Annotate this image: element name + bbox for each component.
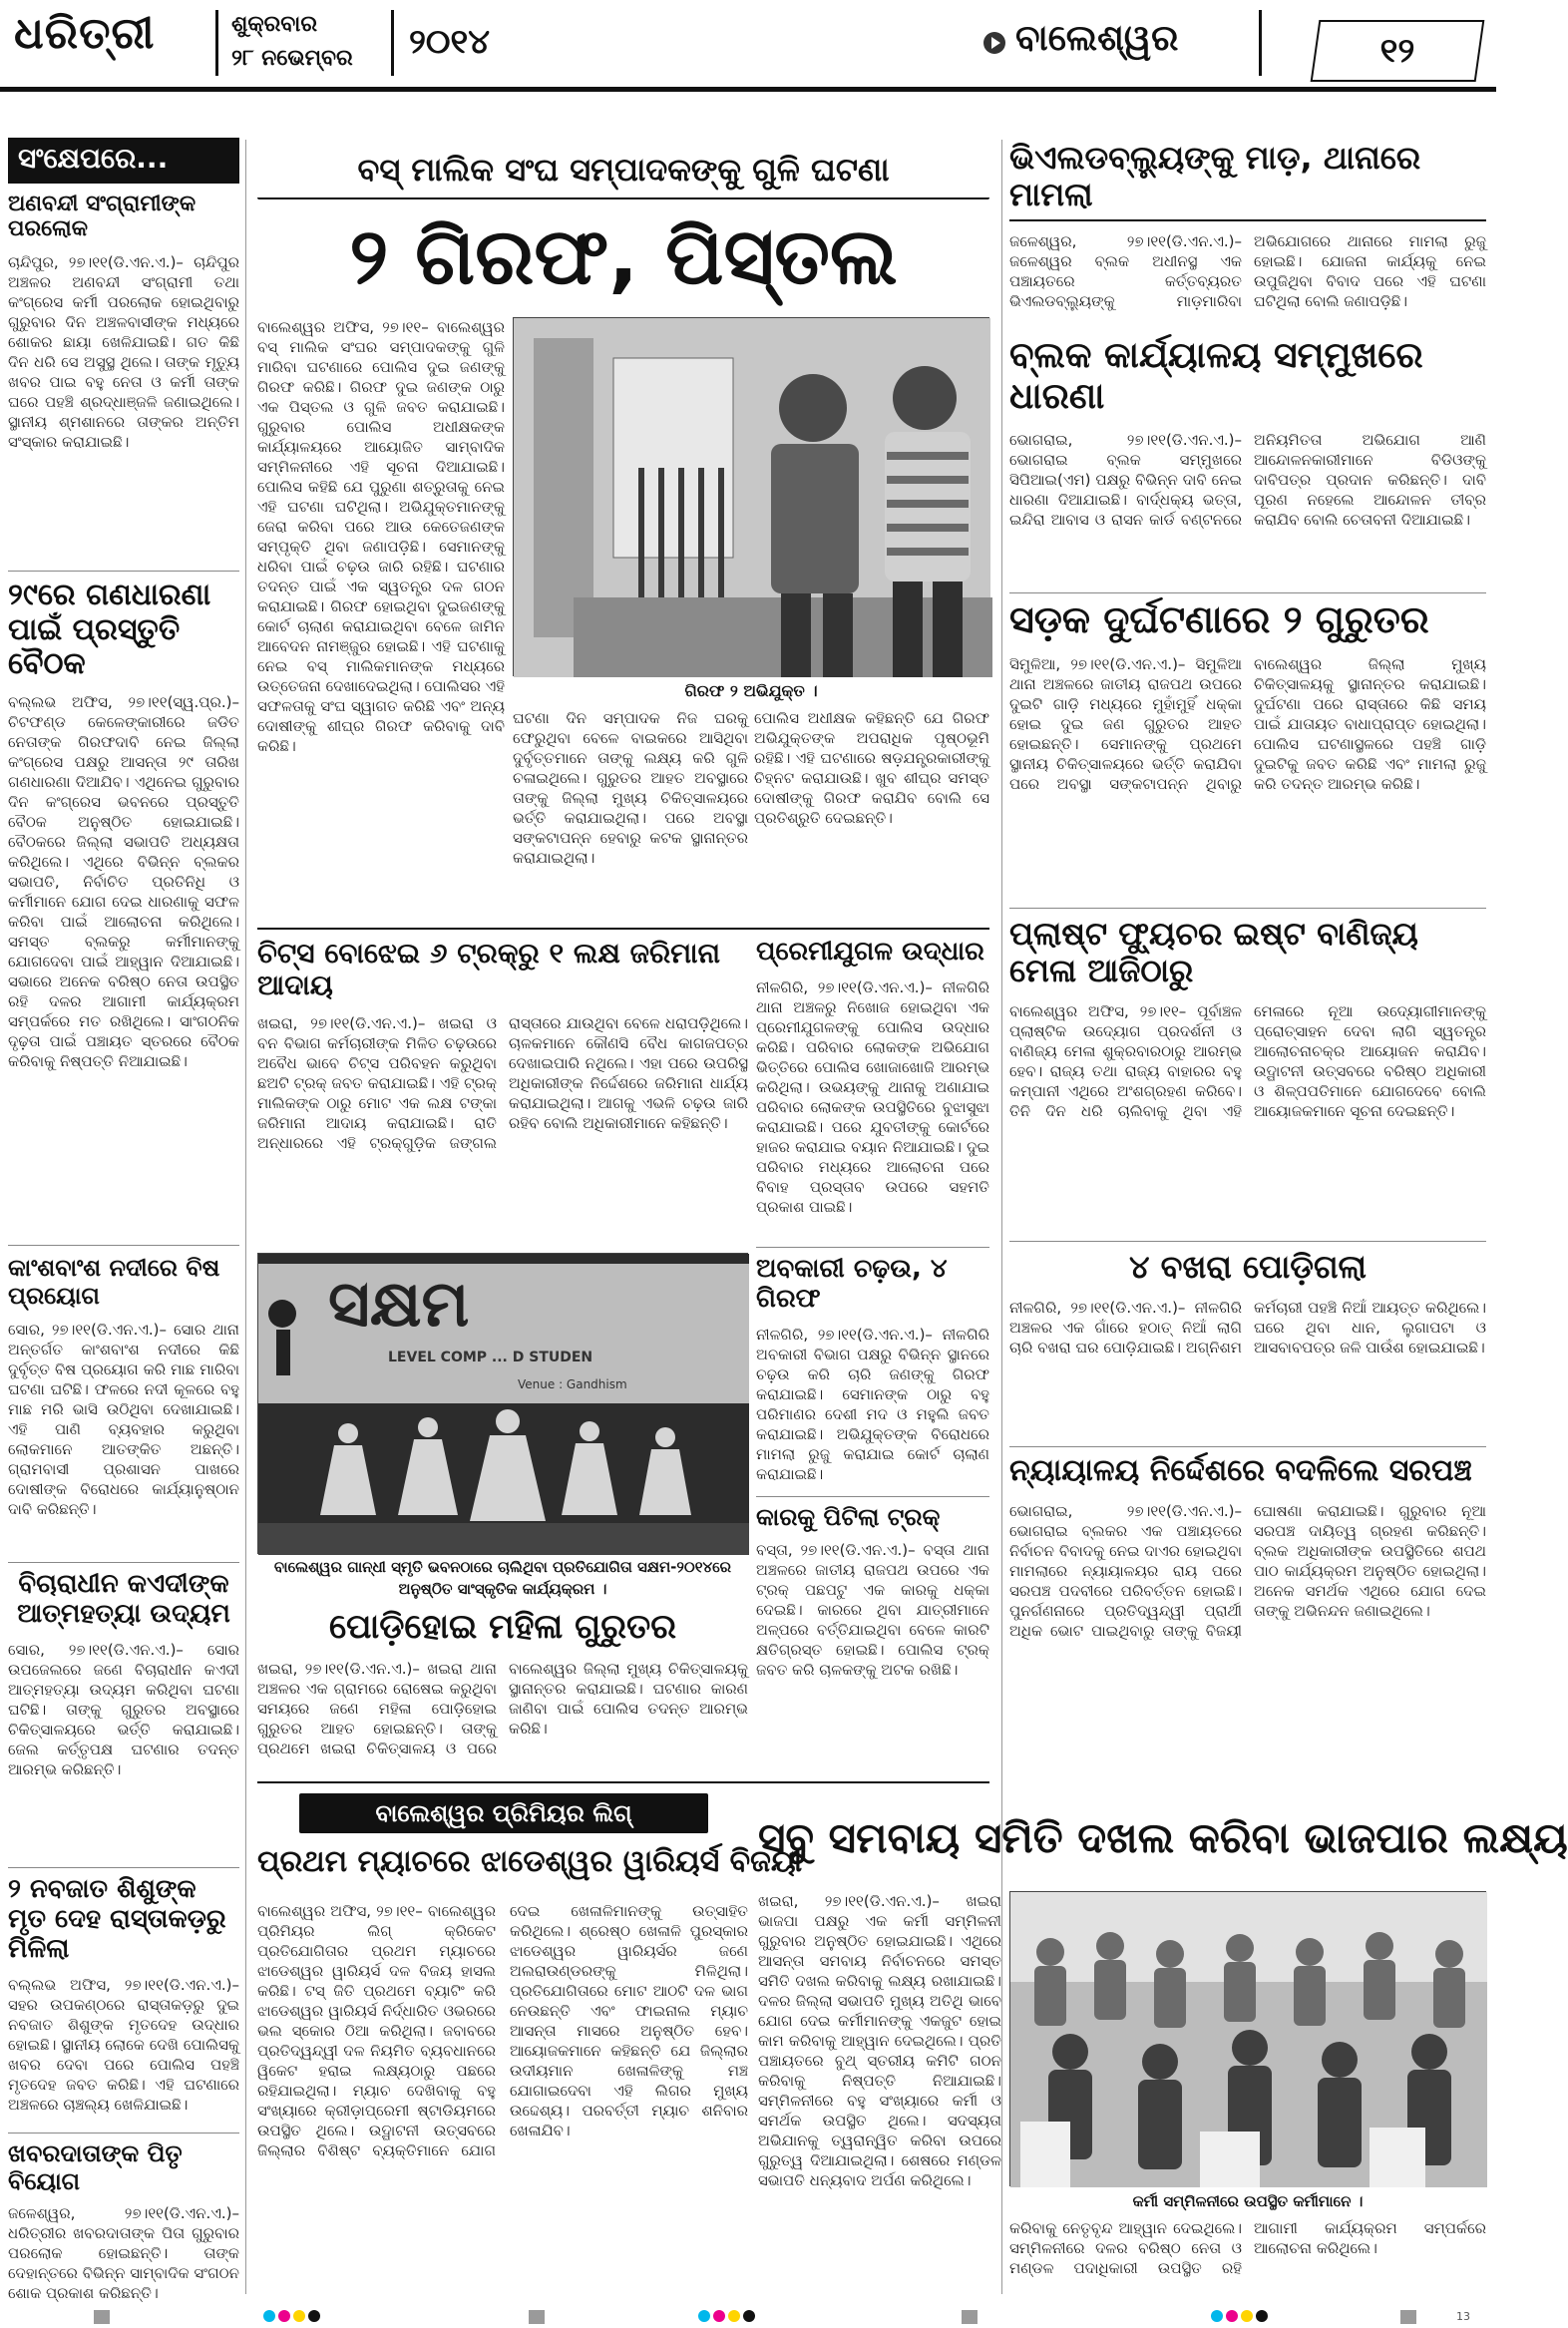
story-headline: ପୋଡ଼ିହୋଇ ମହିଳା ଗୁରୁତର [329, 1607, 676, 1647]
story-headline: ସଡ଼କ ଦୁର୍ଘଟଣାରେ ୨ ଗୁରୁତର [1009, 597, 1429, 641]
color-registration-dots [263, 2310, 320, 2324]
brief-story [8, 1255, 239, 1554]
issue-year: ୨୦୧୪ [409, 22, 491, 62]
story-headline: ୨୯ରେ ଗଣଧାରଣା ପାଇଁ ପ୍ରସ୍ତୁତି ବୈଠକ [8, 578, 211, 681]
story-headline: ଚିଟ୍ସ ବୋଝେଇ ୬ ଟ୍ରକ୍‌ରୁ ୧ ଲକ୍ଷ ଜରିମାନା ଆଦାୟ [257, 937, 721, 1002]
story-body: ବଲ୍ଲଭ ଅଫିସ, ୨୭।୧୧(ସ୍ୱ.ପ୍ର.)– ଚିଟଫଣ୍ଡ କେଳେଙ୍କାରୀରେ ଜଡିତ ନେତାଙ୍କ ଗିରଫଦାବି ନେଇ ଜିଲ୍ଲା କଂଗ୍ରେସ ପକ୍ଷରୁ ଆସନ୍ତା ୨୯ ତାରିଖ ଗଣଧାରଣା ଦିଆଯିବ। ଏଥିନେଇ ଗୁରୁବାର ଦିନ କଂଗ୍ରେସ ଭବନରେ ପ୍ରସ୍ତୁତି ବୈଠକ ଅନୁଷ୍ଠିତ ହୋଇଯାଇଛି। ବୈଠକରେ ଜିଲ୍ଲା ସଭାପତି ଅଧ୍ୟକ୍ଷତା କରିଥିଲେ। ଏଥିରେ ବିଭିନ୍ନ ବ୍ଲକର ସଭାପତି, ନିର୍ବାଚିତ ପ୍ରତିନିଧି ଓ କର୍ମୀମାନେ ଯୋଗ ଦେଇ ଧାରଣାକୁ ସଫଳ କରିବା ପାଇଁ ଆଲୋଚନା କରିଥିଲେ। ସମସ୍ତ ବ୍ଲକରୁ କର୍ମୀମାନଙ୍କୁ ଯୋଗଦେବା ପାଇଁ ଆହ୍ୱାନ ଦିଆଯାଇଛି। ସଭାରେ ଅନେକ ବରିଷ୍ଠ ନେତା ଉପସ୍ଥିତ ରହି ଦଳର ଆଗାମୀ କାର୍ଯ୍ୟକ୍ରମ ସମ୍ପର୍କରେ ମତ ରଖିଥିଲେ। ସାଂଗଠନିକ ଦୃଢ଼ତା ପାଇଁ ପଞ୍ଚାୟତ ସ୍ତରରେ ବୈଠକ କରିବାକୁ ନିଷ୍ପତ୍ତି ନିଆଯାଇଛି। [8, 692, 239, 1070]
story-headline: ବିଚାରାଧୀନ କଏଦୀଙ୍କ ଆତ୍ମହତ୍ୟା ଉଦ୍ୟମ [17, 1569, 230, 1629]
banner-subtitle: LEVEL COMP ... D STUDEN [388, 1350, 593, 1365]
story-headline: ୪ ବଖରା ପୋଡ଼ିଗଲା [1129, 1248, 1367, 1286]
play-bullet-icon [983, 32, 1005, 54]
news-story [1009, 1249, 1486, 1438]
page-number: ୧୨ [1379, 31, 1415, 71]
story-headline: ନ୍ୟାୟାଳୟ ନିର୍ଦ୍ଦେଶରେ ବଦଳିଲେ ସରପଞ୍ଚ [1009, 1453, 1472, 1488]
photo-caption: ବାଲେଶ୍ୱର ଗାନ୍ଧୀ ସ୍ମୃତି ଭବନଠାରେ ଚାଲିଥିବା ପ୍ରତିଯୋଗିତା ସକ୍ଷମ-୨୦୧୪ରେ ଅନୁଷ୍ଠିତ ସାଂସ୍କୃତିକ କାର୍ଯ୍ୟକ୍ରମ । [273, 1558, 732, 1598]
story-divider [8, 1245, 239, 1246]
story-headline: ଭିଏଲଡବ୍ଲ୍ୟୁଙ୍କୁ ମାଡ଼, ଥାନାରେ ମାମଲା [1009, 140, 1486, 221]
column-divider [245, 140, 246, 2294]
story-divider [756, 1247, 989, 1248]
story-divider [8, 571, 239, 572]
masthead-divider [1259, 10, 1262, 76]
news-story [257, 938, 748, 1247]
brief-story [8, 1875, 239, 2125]
arrested-men-photo [514, 318, 990, 677]
party-workers-photo [1010, 1892, 1487, 2187]
newspaper-logo: ଧରିତ୍ରୀ [14, 8, 156, 59]
story-body: ନୀଳଗିରି, ୨୭।୧୧(ଡି.ଏନ.ଏ.)– ନୀଳଗିରି ଅଞ୍ଚଳର ଏକ ଗାଁରେ ହଠାତ୍ ନିଆଁ ଲାଗି ଚାରି ବଖରା ଘର ପୋଡ଼ିଯାଇଛି। ଅଗ୍ନିଶମ କର୍ମଚାରୀ ପହଞ୍ଚି ନିଆଁ ଆୟତ୍ତ କରିଥିଲେ। ଘରେ ଥିବା ଧାନ, ଲୁଗାପଟା ଓ ଆସବାବପତ୍ର ଜଳି ପାଉଁଶ ହୋଇଯାଇଛି। [1009, 1298, 1486, 1357]
meeting-photo [1009, 1891, 1486, 2186]
story-headline: ଅଣବନ୍ଦୀ ସଂଗ୍ରାମୀଙ୍କ ପରଲୋକ [8, 192, 196, 242]
story-divider [1009, 1241, 1486, 1242]
news-story [1009, 916, 1486, 1233]
news-story [756, 938, 989, 1237]
politics-body: କରିବାକୁ ନେତୃବୃନ୍ଦ ଆହ୍ୱାନ ଦେଇଥିଲେ। ସମ୍ମିଳନୀରେ ଦଳର ବରିଷ୍ଠ ନେତା ଓ ମଣ୍ଡଳ ପଦାଧିକାରୀ ଉପସ୍ଥିତ ରହି ଆଗାମୀ କାର୍ଯ୍ୟକ୍ରମ ସମ୍ପର୍କରେ ଆଲୋଚନା କରିଥିଲେ। [1009, 2219, 1486, 2277]
story-body: ବାଲେଶ୍ୱର ଅଫିସ, ୨୭।୧୧– ପୂର୍ବାଞ୍ଚଳ ପ୍ଲାଷ୍ଟିକ ଉଦ୍ୟୋଗ ପ୍ରଦର୍ଶନୀ ଓ ବାଣିଜ୍ୟ ମେଳା ଶୁକ୍ରବାରଠାରୁ ଆରମ୍ଭ ହେବ। ରାଜ୍ୟ ତଥା ରାଜ୍ୟ ବାହାରର ବହୁ କମ୍ପାନୀ ଏଥିରେ ଅଂଶଗ୍ରହଣ କରିବେ। ତିନି ଦିନ ଧରି ଚାଲିବାକୁ ଥିବା ଏହି ମେଳାରେ ନୂଆ ଉଦ୍ୟୋଗୀମାନଙ୍କୁ ପ୍ରୋତ୍ସାହନ ଦେବା ଲାଗି ସ୍ୱତନ୍ତ୍ର ଆଲୋଚନାଚକ୍ର ଆୟୋଜନ କରାଯିବ। ଉଦ୍ଘାଟନୀ ଉତ୍ସବରେ ବରିଷ୍ଠ ଅଧିକାରୀ ଓ ଶିଳ୍ପପତିମାନେ ଯୋଗଦେବେ ବୋଲି ଆୟୋଜକମାନେ ସୂଚନା ଦେଇଛନ୍ତି। [1009, 1001, 1486, 1120]
politics-headline: ସବୁ ସମବାୟ ସମିତି ଦଖଲ କରିବା ଭାଜପାର ଲକ୍ଷ୍ୟ [758, 1813, 1568, 1862]
story-headline: ୨ ନବଜାତ ଶିଶୁଙ୍କ ମୃତ ଦେହ ରାସ୍ତାକଡ଼ରୁ ମିଳିଲା [8, 1874, 226, 1964]
story-headline: ଖବରଦାତାଙ୍କ ପିତୃ ବିୟୋଗ [8, 2139, 183, 2195]
sports-kicker: ବାଲେଶ୍ୱର ପ୍ରିମିୟର ଲିଗ୍ [299, 1793, 708, 1833]
story-headline: ବ୍ଲକ କାର୍ଯ୍ୟାଳୟ ସମ୍ମୁଖରେ ଧାରଣା [1009, 335, 1423, 418]
story-body: ଚାନ୍ଦିପୁର, ୨୭।୧୧(ଡି.ଏନ.ଏ.)– ଚାନ୍ଦିପୁର ଅଞ୍ଚଳର ଅଣବନ୍ଦୀ ସଂଗ୍ରାମୀ ତଥା କଂଗ୍ରେସ କର୍ମୀ ପରଲୋକ ହୋଇଥିବାରୁ ଗୁରୁବାର ଦିନ ଅଞ୍ଚଳବାସୀଙ୍କ ମଧ୍ୟରେ ଶୋକର ଛାୟା ଖେଳିଯାଇଛି। ଗତ କିଛି ଦିନ ଧରି ସେ ଅସୁସ୍ଥ ଥିଲେ। ତାଙ୍କ ମୃତ୍ୟୁ ଖବର ପାଇ ବହୁ ନେତା ଓ କର୍ମୀ ତାଙ୍କ ଘରେ ପହଞ୍ଚି ଶ୍ରଦ୍ଧାଞ୍ଜଳି ଜଣାଇଥିଲେ। ସ୍ଥାନୀୟ ଶ୍ମଶାନରେ ତାଙ୍କର ଅନ୍ତିମ ସଂସ୍କାର କରାଯାଇଛି। [8, 252, 239, 451]
dancers-silhouettes [258, 1403, 749, 1555]
story-divider [1009, 592, 1486, 593]
story-body: ଖଇରା, ୨୭।୧୧(ଡି.ଏନ.ଏ.)– ଖଇରା ଥାନା ଅଞ୍ଚଳର ଏକ ଗ୍ରାମରେ ରୋଷେଇ କରୁଥିବା ସମୟରେ ଜଣେ ମହିଳା ପୋଡ଼ିହୋଇ ଗୁରୁତର ଆହତ ହୋଇଛନ୍ତି। ତାଙ୍କୁ ପ୍ରଥମେ ଖଇରା ଚିକିତ୍ସାଳୟ ଓ ପରେ ବାଲେଶ୍ୱର ଜିଲ୍ଲା ମୁଖ୍ୟ ଚିକିତ୍ସାଳୟକୁ ସ୍ଥାନାନ୍ତର କରାଯାଇଛି। ଘଟଣାର କାରଣ ଜାଣିବା ପାଇଁ ପୋଲିସ ତଦନ୍ତ ଆରମ୍ଭ କରିଛି। [257, 1660, 748, 1758]
banner-venue: Venue : Gandhism [518, 1377, 627, 1391]
brief-story [8, 1570, 239, 1859]
lead-photo [513, 317, 989, 676]
news-story [1009, 1454, 1486, 1773]
column-divider [1001, 140, 1002, 2294]
story-divider [756, 1496, 989, 1497]
story-body: ଜଳେଶ୍ୱର, ୨୭।୧୧(ଡି.ଏନ.ଏ.)– ଧରିତ୍ରୀର ଖବରଦାତାଙ୍କ ପିତା ଗୁରୁବାର ପରଲୋକ ହୋଇଛନ୍ତି। ତାଙ୍କ ଦେହାନ୍ତରେ ବିଭିନ୍ନ ସାମ୍ବାଦିକ ସଂଗଠନ ଶୋକ ପ୍ରକାଶ କରିଛନ୍ତି। [8, 2204, 239, 2303]
section-divider [257, 1781, 989, 1783]
story-body: ସିମୁଳିଆ, ୨୭।୧୧(ଡି.ଏନ.ଏ.)– ସିମୁଳିଆ ଥାନା ଅଞ୍ଚଳରେ ଜାତୀୟ ରାଜପଥ ଉପରେ ଦୁଇଟି ଗାଡ଼ି ମଧ୍ୟରେ ମୁହାଁମୁହିଁ ଧକ୍କା ହୋଇ ଦୁଇ ଜଣ ଗୁରୁତର ଆହତ ହୋଇଛନ୍ତି। ସେମାନଙ୍କୁ ପ୍ରଥମେ ସ୍ଥାନୀୟ ଚିକିତ୍ସାଳୟରେ ଭର୍ତ୍ତି କରାଯିବା ପରେ ଅବସ୍ଥା ସଙ୍କଟାପନ୍ନ ଥିବାରୁ ବାଲେଶ୍ୱର ଜିଲ୍ଲା ମୁଖ୍ୟ ଚିକିତ୍ସାଳୟକୁ ସ୍ଥାନାନ୍ତର କରାଯାଇଛି। ଦୁର୍ଘଟଣା ପରେ ରାସ୍ତାରେ କିଛି ସମୟ ପାଇଁ ଯାତାୟତ ବାଧାପ୍ରାପ୍ତ ହୋଇଥିଲା। ପୋଲିସ ଘଟଣାସ୍ଥଳରେ ପହଞ୍ଚି ଗାଡ଼ି ଦୁଇଟିକୁ ଜବତ କରିଛି ଏବଂ ମାମଲା ରୁଜୁ କରି ତଦନ୍ତ ଆରମ୍ଭ କରିଛି। [1009, 654, 1486, 793]
brief-story [8, 2139, 239, 2303]
story-divider [8, 2133, 239, 2134]
lead-kicker: ବସ୍ ମାଲିକ ସଂଘ ସମ୍ପାଦକଙ୍କୁ ଗୁଳି ଘଟଣା [257, 140, 989, 199]
masthead-divider [391, 10, 394, 76]
brief-story [8, 579, 239, 1237]
story-body: ବସ୍ତା, ୨୭।୧୧(ଡି.ଏନ.ଏ.)– ବସ୍ତା ଥାନା ଅଞ୍ଚଳରେ ଜାତୀୟ ରାଜପଥ ଉପରେ ଏକ ଟ୍ରକ୍ ପଛପଟୁ ଏକ କାରକୁ ଧକ୍କା ଦେଇଛି। କାରରେ ଥିବା ଯାତ୍ରୀମାନେ ଅଳ୍ପରେ ବର୍ତ୍ତିଯାଇଥିବା ବେଳେ କାରଟି କ୍ଷତିଗ୍ରସ୍ତ ହୋଇଛି। ପୋଲିସ ଟ୍ରକ୍ ଜବତ କରି ଚାଳକଙ୍କୁ ଅଟକ ରଖିଛି। [756, 1540, 989, 1679]
lead-body: ପୋଲିସ ଅଧୀକ୍ଷକ କହିଛନ୍ତି ଯେ ଗିରଫ ଅଭିଯୁକ୍ତଙ୍କ ଅପରାଧିକ ପୃଷ୍ଠଭୂମି ରହିଛି। ଏହି ଘଟଣାରେ ଷଡ଼ଯନ୍ତ୍ରକାରୀଙ୍କୁ ଚିହ୍ନଟ କରାଯାଉଛି। ଖୁବ ଶୀଘ୍ର ସମସ୍ତ ଦୋଷୀଙ୍କୁ ଗିରଫ କରାଯିବ ବୋଲି ସେ ପ୍ରତିଶ୍ରୁତି ଦେଇଛନ୍ତି। [754, 709, 989, 827]
news-story [756, 1255, 989, 1490]
news-story [1009, 140, 1486, 325]
photo-caption: କର୍ମୀ ସମ୍ମିଳନୀରେ ଉପସ୍ଥିତ କର୍ମୀମାନେ । [1132, 2192, 1364, 2210]
news-story [1009, 335, 1486, 584]
color-registration-dots [698, 2310, 755, 2324]
story-headline: ଅବକାରୀ ଚଢ଼ଉ, ୪ ଗିରଫ [756, 1254, 948, 1314]
registration-mark [529, 2310, 545, 2324]
brief-story [8, 192, 239, 561]
story-body: ନୀଳଗିରି, ୨୭।୧୧(ଡି.ଏନ.ଏ.)– ନୀଳଗିରି ଅବକାରୀ ବିଭାଗ ପକ୍ଷରୁ ବିଭିନ୍ନ ସ୍ଥାନରେ ଚଢ଼ଉ କରି ଚାରି ଜଣଙ୍କୁ ଗିରଫ କରାଯାଇଛି। ସେମାନଙ୍କ ଠାରୁ ବହୁ ପରିମାଣର ଦେଶୀ ମଦ ଓ ମହୁଲି ଜବତ କରାଯାଇଛି। ଅଭିଯୁକ୍ତଙ୍କ ବିରୋଧରେ ମାମଲା ରୁଜୁ କରାଯାଇ କୋର୍ଟ ଚାଲାଣ କରାଯାଇଛି। [756, 1325, 989, 1483]
banner-title: ସକ୍ଷମ [328, 1268, 470, 1342]
masthead [0, 0, 1496, 92]
folio-number: 13 [1456, 2310, 1470, 2323]
page-number-box [1311, 20, 1485, 82]
story-divider [8, 1562, 239, 1563]
lead-headline: ୨ ଗିରଫ, ପିସ୍ତଲ [349, 212, 898, 302]
story-headline: କାରକୁ ପିଟିଲା ଟ୍ରକ୍ [756, 1503, 941, 1531]
story-body: ସୋର, ୨୭।୧୧(ଡି.ଏନ.ଏ.)– ସୋର ଉପଜେଲରେ ଜଣେ ବିଚାରାଧୀନ କଏଦୀ ଆତ୍ମହତ୍ୟା ଉଦ୍ୟମ କରିଥିବା ଘଟଣା ଘଟିଛି। ତାଙ୍କୁ ଗୁରୁତର ଅବସ୍ଥାରେ ଚିକିତ୍ସାଳୟରେ ଭର୍ତ୍ତି କରାଯାଇଛି। ଜେଲ କର୍ତ୍ତୃପକ୍ଷ ଘଟଣାର ତଦନ୍ତ ଆରମ୍ଭ କରିଛନ୍ତି। [8, 1640, 239, 1778]
story-divider [8, 1867, 239, 1868]
registration-mark [94, 2310, 110, 2324]
issue-day: ଶୁକ୍ରବାର [231, 12, 317, 37]
story-headline: ପ୍ଲାଷ୍ଟ ଫ୍ୟୁଚର ଇଷ୍ଟ ବାଣିଜ୍ୟ ମେଳା ଆଜିଠାରୁ [1009, 915, 1418, 989]
story-body: ଖଇରା, ୨୭।୧୧(ଡି.ଏନ.ଏ.)– ଖଇରା ଓ ବନ ବିଭାଗ କର୍ମଚାରୀଙ୍କ ମିଳିତ ଚଢ଼ଉରେ ଅବୈଧ ଭାବେ ଚିଟ୍ସ ପରିବହନ କରୁଥିବା ଛଅଟି ଟ୍ରକ୍ ଜବତ କରାଯାଇଛି। ଏହି ଟ୍ରକ୍ ମାଲିକଙ୍କ ଠାରୁ ମୋଟ ଏକ ଲକ୍ଷ ଟଙ୍କା ଜରିମାନା ଆଦାୟ କରାଯାଇଛି। ରାତି ଅନ୍ଧାରରେ ଏହି ଟ୍ରକ୍‌ଗୁଡ଼ିକ ଜଙ୍ଗଲ ରାସ୍ତାରେ ଯାଉଥିବା ବେଳେ ଧରାପଡ଼ିଥିଲେ। ଚାଳକମାନେ କୌଣସି ବୈଧ କାଗଜପତ୍ର ଦେଖାଇପାରି ନଥିଲେ। ଏହା ପରେ ଉପରିସ୍ଥ ଅଧିକାରୀଙ୍କ ନିର୍ଦ୍ଦେଶରେ ଜରିମାନା ଧାର୍ଯ୍ୟ କରାଯାଇଥିଲା। ଆଗକୁ ଏଭଳି ଚଢ଼ଉ ଜାରି ରହିବ ବୋଲି ଅଧିକାରୀମାନେ କହିଛନ୍ତି। [257, 1014, 748, 1153]
photo-caption: ଗିରଫ ୨ ଅଭିଯୁକ୍ତ । [684, 681, 818, 700]
color-registration-dots [1211, 2310, 1268, 2324]
district-name: ବାଲେଶ୍ୱର [1015, 18, 1179, 59]
story-headline: କାଂଶବାଂଶ ନଦୀରେ ବିଷ ପ୍ରୟୋଗ [8, 1254, 220, 1310]
politics-body: ଖଇରା, ୨୭।୧୧(ଡି.ଏନ.ଏ.)– ଖଇରା ଭାଜପା ପକ୍ଷରୁ ଏକ କର୍ମୀ ସମ୍ମିଳନୀ ଗୁରୁବାର ଅନୁଷ୍ଠିତ ହୋଇଯାଇଛି। ଏଥିରେ ଆସନ୍ତା ସମବାୟ ନିର୍ବାଚନରେ ସମସ୍ତ ସମିତି ଦଖଲ କରିବାକୁ ଲକ୍ଷ୍ୟ ରଖାଯାଇଛି। ଦଳର ଜିଲ୍ଲା ସଭାପତି ମୁଖ୍ୟ ଅତିଥି ଭାବେ ଯୋଗ ଦେଇ କର୍ମୀମାନଙ୍କୁ ଏକଜୁଟ ହୋଇ କାମ କରିବାକୁ ଆହ୍ୱାନ ଦେଇଥିଲେ। ପ୍ରତି ପଞ୍ଚାୟତରେ ବୁଥ୍ ସ୍ତରୀୟ କମିଟି ଗଠନ କରିବାକୁ ନିଷ୍ପତ୍ତି ନିଆଯାଇଛି। ସମ୍ମିଳନୀରେ ବହୁ ସଂଖ୍ୟାରେ କର୍ମୀ ଓ ସମର୍ଥକ ଉପସ୍ଥିତ ଥିଲେ। ସଦସ୍ୟତା ଅଭିଯାନକୁ ତ୍ୱରାନ୍ୱିତ କରିବା ଉପରେ ଗୁରୁତ୍ୱ ଦିଆଯାଇଥିଲା। ଶେଷରେ ମଣ୍ଡଳ ସଭାପତି ଧନ୍ୟବାଦ ଅର୍ପଣ କରିଥିଲେ। [758, 1892, 1001, 2189]
news-story [257, 1608, 748, 1773]
masthead-divider [215, 10, 218, 76]
lead-body: ଘଟଣା ଦିନ ସମ୍ପାଦକ ନିଜ ଘରକୁ ଫେରୁଥିବା ବେଳେ ବାଇକରେ ଆସିଥିବା ଦୁର୍ବୃତ୍ତମାନେ ତାଙ୍କୁ ଲକ୍ଷ୍ୟ କରି ଗୁଳି ଚଳାଇଥିଲେ। ଗୁରୁତର ଆହତ ଅବସ୍ଥାରେ ତାଙ୍କୁ ଜିଲ୍ଲା ମୁଖ୍ୟ ଚିକିତ୍ସାଳୟରେ ଭର୍ତ୍ତି କରାଯାଇଥିଲା। ପରେ ଅବସ୍ଥା ସଙ୍କଟାପନ୍ନ ହେବାରୁ କଟକ ସ୍ଥାନାନ୍ତର କରାଯାଇଥିଲା। [513, 709, 748, 867]
story-body: ଭୋଗରାଇ, ୨୭।୧୧(ଡି.ଏନ.ଏ.)– ଭୋଗରାଇ ବ୍ଲକ ସମ୍ମୁଖରେ ସିପିଆଇ(ଏମ) ପକ୍ଷରୁ ବିଭିନ୍ନ ଦାବି ନେଇ ଧାରଣା ଦିଆଯାଇଛି। ବାର୍ଦ୍ଧକ୍ୟ ଭତ୍ତା, ଇନ୍ଦିରା ଆବାସ ଓ ରାସନ କାର୍ଡ ବଣ୍ଟନରେ ଅନିୟମିତତା ଅଭିଯୋଗ ଆଣି ଆନ୍ଦୋଳନକାରୀମାନେ ବିଡିଓଙ୍କୁ ଦାବିପତ୍ର ପ୍ରଦାନ କରିଛନ୍ତି। ଦାବି ପୂରଣ ନହେଲେ ଆନ୍ଦୋଳନ ତୀବ୍ର କରାଯିବ ବୋଲି ଚେତାବନୀ ଦିଆଯାଇଛି। [1009, 430, 1486, 529]
story-body: ଜଳେଶ୍ୱର, ୨୭।୧୧(ଡି.ଏନ.ଏ.)– ଜଳେଶ୍ୱର ବ୍ଲକ ଅଧୀନସ୍ଥ ଏକ ପଞ୍ଚାୟତରେ କର୍ତ୍ତବ୍ୟରତ ଭିଏଲଡବ୍ଲ୍ୟୁଙ୍କୁ ମାଡ଼ମାରିବା ଅଭିଯୋଗରେ ଥାନାରେ ମାମଲା ରୁଜୁ ହୋଇଛି। ଯୋଜନା କାର୍ଯ୍ୟକୁ ନେଇ ଉପୁଜିଥିବା ବିବାଦ ପରେ ଏହି ଘଟଣା ଘଟିଥିଲା ବୋଲି ଜଣାପଡ଼ିଛି। [1009, 231, 1486, 310]
section-label: ସଂକ୍ଷେପରେ... [8, 138, 239, 184]
story-divider [1009, 908, 1486, 909]
registration-mark [1400, 2310, 1416, 2324]
story-body: ନୀଳଗିରି, ୨୭।୧୧(ଡି.ଏନ.ଏ.)– ନୀଳଗିରି ଥାନା ଅଞ୍ଚଳରୁ ନିଖୋଜ ହୋଇଥିବା ଏକ ପ୍ରେମୀଯୁଗଳଙ୍କୁ ପୋଲିସ ଉଦ୍ଧାର କରିଛି। ପରିବାର ଲୋକଙ୍କ ଅଭିଯୋଗ ଭିତ୍ତିରେ ପୋଲିସ ଖୋଜାଖୋଜି ଆରମ୍ଭ କରିଥିଲା। ଉଭୟଙ୍କୁ ଥାନାକୁ ଅଣାଯାଇ ପରିବାର ଲୋକଙ୍କ ଉପସ୍ଥିତିରେ ବୁଝାସୁଝା କରାଯାଇଛି। ପରେ ଯୁବତୀଙ୍କୁ କୋର୍ଟରେ ହାଜର କରାଯାଇ ବୟାନ ନିଆଯାଇଛି। ଦୁଇ ପରିବାର ମଧ୍ୟରେ ଆଲୋଚନା ପରେ ବିବାହ ପ୍ରସ୍ତାବ ଉପରେ ସହମତି ପ୍ରକାଶ ପାଇଛି। [756, 977, 989, 1216]
registration-mark [962, 2310, 978, 2324]
sports-body: ବାଲେଶ୍ୱର ଅଫିସ, ୨୭।୧୧– ବାଲେଶ୍ୱର ପ୍ରିମିୟର ଲିଗ୍ କ୍ରିକେଟ ପ୍ରତିଯୋଗିତାର ପ୍ରଥମ ମ୍ୟାଚରେ ଝାଡେଶ୍ୱର ୱାରିୟର୍ସ ଦଳ ବିଜୟ ହାସଲ କରିଛି। ଟସ୍ ଜିତି ପ୍ରଥମେ ବ୍ୟାଟିଂ କରି ଝାଡେଶ୍ୱର ୱାରିୟର୍ସ ନିର୍ଦ୍ଧାରିତ ଓଭରରେ ଭଲ ସ୍କୋର ଠିଆ କରିଥିଲା। ଜବାବରେ ପ୍ରତିଦ୍ୱନ୍ଦ୍ୱୀ ଦଳ ନିୟମିତ ବ୍ୟବଧାନରେ ୱିକେଟ ହରାଇ ଲକ୍ଷ୍ୟଠାରୁ ପଛରେ ରହିଯାଇଥିଲା। ମ୍ୟାଚ ଦେଖିବାକୁ ବହୁ ସଂଖ୍ୟାରେ କ୍ରୀଡ଼ାପ୍ରେମୀ ଷ୍ଟାଡିୟମରେ ଉପସ୍ଥିତ ଥିଲେ। ଉଦ୍ଘାଟନୀ ଉତ୍ସବରେ ଜିଲ୍ଲାର ବିଶିଷ୍ଟ ବ୍ୟକ୍ତିମାନେ ଯୋଗ ଦେଇ ଖେଳାଳିମାନଙ୍କୁ ଉତ୍ସାହିତ କରିଥିଲେ। ଶ୍ରେଷ୍ଠ ଖେଳାଳି ପୁରସ୍କାର ଝାଡେଶ୍ୱର ୱାରିୟର୍ସର ଜଣେ ଅଲରାଉଣ୍ଡରଙ୍କୁ ମିଳିଥିଲା। ପ୍ରତିଯୋଗିତାରେ ମୋଟ ଆଠଟି ଦଳ ଭାଗ ନେଉଛନ୍ତି ଏବଂ ଫାଇନାଲ ମ୍ୟାଚ ଆସନ୍ତା ମାସରେ ଅନୁଷ୍ଠିତ ହେବ। ଆୟୋଜକମାନେ କହିଛନ୍ତି ଯେ ଜିଲ୍ଲାର ଉଦୀୟମାନ ଖେଳାଳିଙ୍କୁ ମଞ୍ଚ ଯୋଗାଇଦେବା ଏହି ଲିଗର ମୁଖ୍ୟ ଉଦ୍ଦେଶ୍ୟ। ପରବର୍ତ୍ତୀ ମ୍ୟାଚ ଶନିବାର ଖେଳାଯିବ। [257, 1902, 748, 2159]
story-body: ବଲ୍ଲଭ ଅଫିସ, ୨୭।୧୧(ଡି.ଏନ.ଏ.)– ସହର ଉପକଣ୍ଠରେ ରାସ୍ତାକଡ଼ରୁ ଦୁଇ ନବଜାତ ଶିଶୁଙ୍କ ମୃତଦେହ ଉଦ୍ଧାର ହୋଇଛି। ସ୍ଥାନୀୟ ଲୋକେ ଦେଖି ପୋଲିସକୁ ଖବର ଦେବା ପରେ ପୋଲିସ ପହଞ୍ଚି ମୃତଦେହ ଜବତ କରିଛି। ଏହି ଘଟଣାରେ ଅଞ୍ଚଳରେ ଚାଞ୍ଚଲ୍ୟ ଖେଳିଯାଇଛି। [8, 1975, 239, 2114]
story-headline: ପ୍ରେମୀଯୁଗଳ ଉଦ୍ଧାର [756, 937, 984, 967]
issue-date: ୨୮ ନଭେମ୍ବର [231, 46, 353, 71]
news-story [1009, 598, 1486, 898]
sports-headline: ପ୍ରଥମ ମ୍ୟାଚରେ ଝାଡେଶ୍ୱର ୱାରିୟର୍ସ ବିଜୟୀ [257, 1844, 803, 1879]
section-divider [257, 928, 989, 930]
event-photo [257, 1253, 748, 1554]
news-story [756, 1504, 989, 1714]
story-body: ଭୋଗରାଇ, ୨୭।୧୧(ଡି.ଏନ.ଏ.)– ଭୋଗରାଇ ବ୍ଲକର ଏକ ପଞ୍ଚାୟତରେ ନିର୍ବାଚନ ବିବାଦକୁ ନେଇ ଦାଏର ହୋଇଥିବା ମାମଲାରେ ନ୍ୟାୟାଳୟର ରାୟ ପରେ ସରପଞ୍ଚ ପଦବୀରେ ପରିବର୍ତ୍ତନ ହୋଇଛି। ପୁନର୍ଗଣନାରେ ପ୍ରତିଦ୍ୱନ୍ଦ୍ୱୀ ପ୍ରାର୍ଥୀ ଅଧିକ ଭୋଟ ପାଇଥିବାରୁ ତାଙ୍କୁ ବିଜୟୀ ଘୋଷଣା କରାଯାଇଛି। ଗୁରୁବାର ନୂଆ ସରପଞ୍ଚ ଦାୟିତ୍ୱ ଗ୍ରହଣ କରିଛନ୍ତି। ବ୍ଲକ ଅଧିକାରୀଙ୍କ ଉପସ୍ଥିତିରେ ଶପଥ ପାଠ କାର୍ଯ୍ୟକ୍ରମ ଅନୁଷ୍ଠିତ ହୋଇଥିଲା। ଅନେକ ସମର୍ଥକ ଏଥିରେ ଯୋଗ ଦେଇ ତାଙ୍କୁ ଅଭିନନ୍ଦନ ଜଣାଇଥିଲେ। [1009, 1501, 1486, 1640]
lead-body: ବାଲେଶ୍ୱର ଅଫିସ, ୨୭।୧୧– ବାଲେଶ୍ୱର ବସ୍ ମାଲିକ ସଂଘର ସମ୍ପାଦକଙ୍କୁ ଗୁଳି ମାରିବା ଘଟଣାରେ ପୋଲିସ ଦୁଇ ଜଣଙ୍କୁ ଗିରଫ କରିଛି। ଗିରଫ ଦୁଇ ଜଣଙ୍କ ଠାରୁ ଏକ ପିସ୍ତଲ ଓ ଗୁଳି ଜବତ କରାଯାଇଛି। ଗୁରୁବାର ପୋଲିସ ଅଧୀକ୍ଷକଙ୍କ କାର୍ଯ୍ୟାଳୟରେ ଆୟୋଜିତ ସାମ୍ବାଦିକ ସମ୍ମିଳନୀରେ ଏହି ସୂଚନା ଦିଆଯାଇଛି। ପୋଲିସ କହିଛି ଯେ ପୁରୁଣା ଶତ୍ରୁତାକୁ ନେଇ ଏହି ଘଟଣା ଘଟିଥିଲା। ଅଭିଯୁକ୍ତମାନଙ୍କୁ ଜେରା କରିବା ପରେ ଆଉ କେତେଜଣଙ୍କ ସମ୍ପୃକ୍ତି ଥିବା ଜଣାପଡ଼ିଛି। ସେମାନଙ୍କୁ ଧରିବା ପାଇଁ ଚଢ଼ଉ ଜାରି ରହିଛି। ଘଟଣାର ତଦନ୍ତ ପାଇଁ ଏକ ସ୍ୱତନ୍ତ୍ର ଦଳ ଗଠନ କରାଯାଇଛି। ଗିରଫ ହୋଇଥିବା ଦୁଇଜଣଙ୍କୁ କୋର୍ଟ ଚାଲାଣ କରାଯାଇଥିବା ବେଳେ ଜାମିନ ଆବେଦନ ନାମଞ୍ଜୁର ହୋଇଛି। ଏହି ଘଟଣାକୁ ନେଇ ବସ୍ ମାଲିକମାନଙ୍କ ମଧ୍ୟରେ ଉତ୍ତେଜନା ଦେଖାଦେଇଥିଲା। ପୋଲିସର ଏହି ସଫଳତାକୁ ସଂଘ ସ୍ୱାଗତ କରିଛି ଏବଂ ଅନ୍ୟ ଦୋଷୀଙ୍କୁ ଶୀଘ୍ର ଗିରଫ କରିବାକୁ ଦାବି କରିଛି। [257, 318, 505, 755]
story-divider [1009, 1446, 1486, 1447]
story-body: ସୋର, ୨୭।୧୧(ଡି.ଏନ.ଏ.)– ସୋର ଥାନା ଅନ୍ତର୍ଗତ କାଂଶବାଂଶ ନଦୀରେ କିଛି ଦୁର୍ବୃତ୍ତ ବିଷ ପ୍ରୟୋଗ କରି ମାଛ ମାରିବା ଘଟଣା ଘଟିଛି। ଫଳରେ ନଦୀ କୂଳରେ ବହୁ ମାଛ ମରି ଭାସି ଉଠିଥିବା ଦେଖାଯାଇଛି। ଏହି ପାଣି ବ୍ୟବହାର କରୁଥିବା ଲୋକମାନେ ଆତଙ୍କିତ ଅଛନ୍ତି। ଗ୍ରାମବାସୀ ପ୍ରଶାସନ ପାଖରେ ଦୋଷୀଙ୍କ ବିରୋଧରେ କାର୍ଯ୍ୟାନୁଷ୍ଠାନ ଦାବି କରିଛନ୍ତି। [8, 1321, 239, 1519]
